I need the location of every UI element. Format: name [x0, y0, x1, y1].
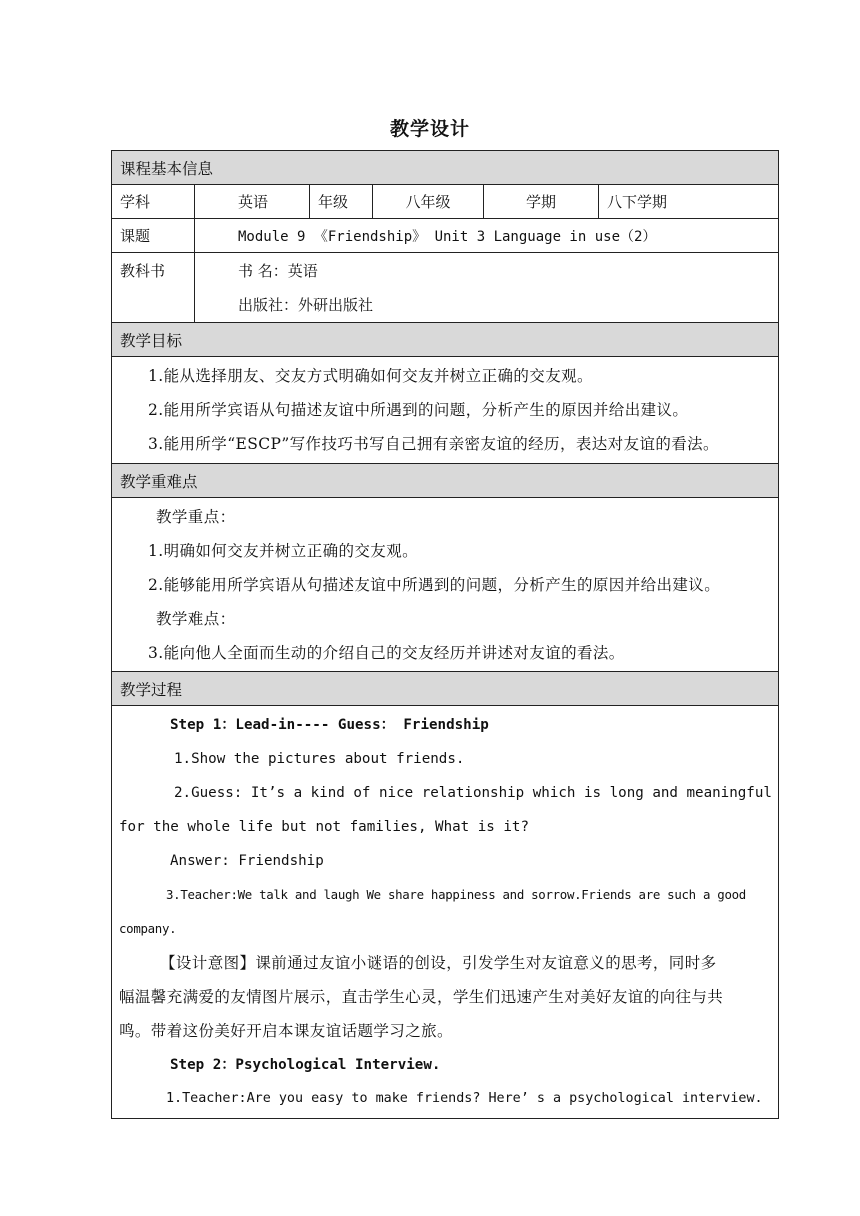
book-name: 书 名：英语: [238, 262, 318, 280]
section-process: [112, 672, 779, 706]
section-basic-info: [112, 151, 779, 185]
subject-label: 学科: [112, 185, 195, 219]
info-row-textbook: [112, 253, 779, 323]
step1-item-cont: company.: [119, 921, 177, 936]
step1-heading: Step 1：Lead-in---- Guess： Friendship: [170, 717, 489, 733]
objectives-list: [112, 357, 779, 464]
textbook-value: [195, 253, 779, 323]
objective-item: 1.能从选择朋友、交友方式明确如何交友并树立正确的交友观。: [148, 367, 593, 385]
document-title: 教学设计: [389, 118, 470, 140]
difficulty-item: 3.能向他人全面而生动的介绍自己的交友经历并讲述对友谊的看法。: [148, 644, 625, 662]
publisher: 出版社：外研出版社: [238, 296, 374, 314]
topic-label: 课题: [112, 219, 195, 253]
step1-answer: Answer: Friendship: [170, 853, 324, 869]
term-label: 学期: [484, 185, 599, 219]
objective-item: 3.能用所学“ESCP”写作技巧书写自己拥有亲密友谊的经历，表达对友谊的看法。: [148, 435, 719, 453]
section-objectives: [112, 323, 779, 357]
step1-item-cont: for the whole life but not families, What is it?: [119, 819, 529, 835]
section-key-points: [112, 464, 779, 498]
focus-heading: 教学重点：: [156, 508, 236, 526]
step1-item: 3.Teacher:We talk and laugh We share happiness and sorrow.Friends are such a good: [166, 887, 746, 902]
section-header: 课程基本信息: [112, 151, 779, 185]
process-body: [112, 706, 779, 1119]
process-content: [112, 706, 779, 1119]
subject-value: 英语: [195, 185, 310, 219]
design-intent-cont: 幅温馨充满爱的友情图片展示，直击学生心灵，学生们迅速产生对美好友谊的向往与共: [119, 988, 724, 1006]
grade-label: 年级: [310, 185, 373, 219]
objectives-body: [112, 357, 779, 464]
objective-item: 2.能用所学宾语从句描述友谊中所遇到的问题，分析产生的原因并给出建议。: [148, 401, 689, 419]
step1-item: 1.Show the pictures about friends.: [174, 751, 465, 767]
design-intent-cont: 鸣。带着这份美好开启本课友谊话题学习之旅。: [119, 1022, 453, 1040]
textbook-label: 教科书: [112, 253, 195, 323]
topic-value: Module 9 《Friendship》 Unit 3 Language in use（2）: [195, 219, 779, 253]
section-header: 教学重难点: [112, 464, 779, 498]
section-header: 教学目标: [112, 323, 779, 357]
info-row-topic: [112, 219, 779, 253]
info-row-subject: [112, 185, 779, 219]
key-points-list: [112, 498, 779, 672]
focus-item: 2.能够能用所学宾语从句描述友谊中所遇到的问题，分析产生的原因并给出建议。: [148, 576, 721, 594]
step2-heading: Step 2：Psychological Interview.: [170, 1057, 441, 1073]
lesson-plan-table: [111, 150, 779, 1119]
design-intent: 【设计意图】课前通过友谊小谜语的创设，引发学生对友谊意义的思考，同时多: [160, 954, 717, 972]
term-value: 八下学期: [599, 185, 779, 219]
step1-item: 2.Guess: It’s a kind of nice relationship which is long and meaningful: [174, 785, 772, 801]
section-header: 教学过程: [112, 672, 779, 706]
difficulty-heading: 教学难点：: [156, 610, 236, 628]
step2-item: 1.Teacher:Are you easy to make friends? Here’ s a psychological interview.: [166, 1091, 763, 1106]
grade-value: 八年级: [373, 185, 484, 219]
key-points-body: [112, 498, 779, 672]
focus-item: 1.明确如何交友并树立正确的交友观。: [148, 542, 418, 560]
